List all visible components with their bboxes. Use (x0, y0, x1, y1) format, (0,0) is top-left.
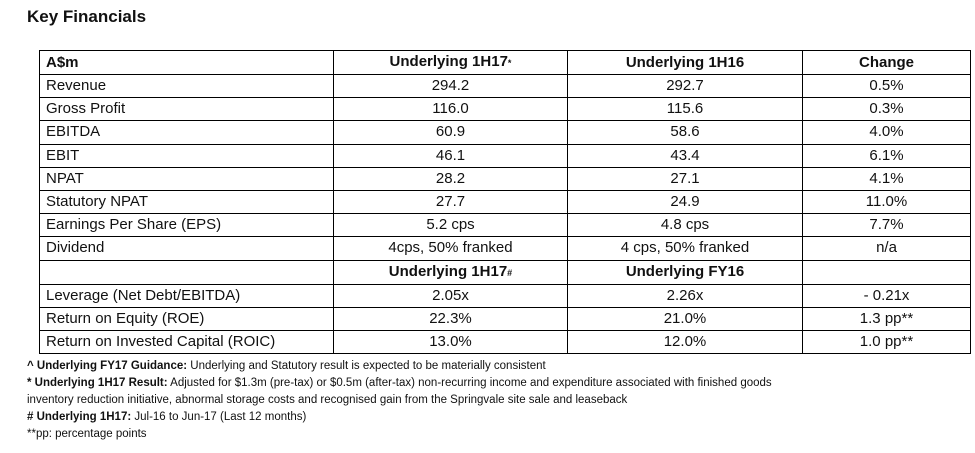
row-change: 6.1% (803, 144, 971, 167)
row-value-2: 21.0% (568, 307, 803, 330)
footnote-text: inventory reduction initiative, abnormal storage costs and recognised gain from the Springvale site sale and leaseback (27, 394, 628, 406)
table-row (40, 284, 971, 307)
footnote-text: Underlying and Statutory result is expected to be materially consistent (187, 360, 546, 372)
row-value-2: 4 cps, 50% franked (568, 237, 803, 260)
key-financials-table (39, 50, 971, 354)
row-label: EBIT (40, 144, 334, 167)
table-subheader-row (40, 260, 971, 284)
table-row (40, 307, 971, 330)
footnote-text: **pp: percentage points (27, 428, 147, 440)
header-col2: Underlying 1H16 (568, 51, 803, 75)
header-col1 (334, 51, 568, 75)
row-change: 1.0 pp** (803, 330, 971, 353)
row-value-1: 5.2 cps (334, 214, 568, 237)
row-value-1: 116.0 (334, 98, 568, 121)
row-label: Gross Profit (40, 98, 334, 121)
row-value-1: 60.9 (334, 121, 568, 144)
footnote (27, 409, 957, 426)
subheader-col3-empty (803, 260, 971, 284)
row-value-1: 13.0% (334, 330, 568, 353)
row-label: Statutory NPAT (40, 190, 334, 213)
row-change: - 0.21x (803, 284, 971, 307)
row-value-2: 27.1 (568, 167, 803, 190)
header-label: A$m (40, 51, 334, 75)
page-title: Key Financials (27, 7, 147, 26)
row-label: Revenue (40, 75, 334, 98)
row-value-1: 27.7 (334, 190, 568, 213)
row-value-1: 22.3% (334, 307, 568, 330)
row-label: Return on Invested Capital (ROIC) (40, 330, 334, 353)
row-label: EBITDA (40, 121, 334, 144)
header-col1-text: Underlying 1H17 (389, 53, 508, 70)
table-row (40, 75, 971, 98)
row-label: Earnings Per Share (EPS) (40, 214, 334, 237)
header-col1-mark: * (507, 58, 512, 68)
footnote (27, 375, 957, 392)
footnote (27, 392, 957, 409)
table-row (40, 214, 971, 237)
row-change: 7.7% (803, 214, 971, 237)
table-header-row (40, 51, 971, 75)
footnote-heading: * Underlying 1H17 Result: (27, 377, 168, 389)
row-change: 1.3 pp** (803, 307, 971, 330)
row-value-2: 292.7 (568, 75, 803, 98)
subheader-col1-mark: # (507, 267, 513, 278)
footnote-heading: # Underlying 1H17: (27, 411, 132, 423)
table-row (40, 167, 971, 190)
footnotes (27, 358, 957, 443)
row-value-1: 28.2 (334, 167, 568, 190)
table-row (40, 190, 971, 213)
row-value-2: 4.8 cps (568, 214, 803, 237)
table-row (40, 237, 971, 260)
row-label: Return on Equity (ROE) (40, 307, 334, 330)
row-change: 0.3% (803, 98, 971, 121)
subheader-label-empty (40, 260, 334, 284)
row-change: 4.1% (803, 167, 971, 190)
table-row (40, 330, 971, 353)
row-change: 11.0% (803, 190, 971, 213)
footnote (27, 358, 957, 375)
row-value-1: 294.2 (334, 75, 568, 98)
row-label: Dividend (40, 237, 334, 260)
row-change: 0.5% (803, 75, 971, 98)
footnote-text: Adjusted for $1.3m (pre-tax) or $0.5m (after-tax) non-recurring income and expenditure associated with finished goods (167, 377, 772, 389)
row-value-1: 46.1 (334, 144, 568, 167)
footnote-text: Jul-16 to Jun-17 (Last 12 months) (131, 411, 307, 423)
row-change: n/a (803, 237, 971, 260)
subheader-col1-text: Underlying 1H17 (388, 262, 508, 280)
subheader-col2: Underlying FY16 (568, 260, 803, 284)
footnote-heading: ^ Underlying FY17 Guidance: (27, 360, 188, 372)
row-value-2: 58.6 (568, 121, 803, 144)
row-value-2: 2.26x (568, 284, 803, 307)
row-value-1: 4cps, 50% franked (334, 237, 568, 260)
row-value-2: 24.9 (568, 190, 803, 213)
footnote (27, 426, 957, 443)
row-label: Leverage (Net Debt/EBITDA) (40, 284, 334, 307)
row-value-2: 115.6 (568, 98, 803, 121)
row-value-2: 12.0% (568, 330, 803, 353)
row-label: NPAT (40, 167, 334, 190)
row-value-1: 2.05x (334, 284, 568, 307)
subheader-col1 (334, 260, 568, 284)
table-row (40, 121, 971, 144)
table-row (40, 98, 971, 121)
table-row (40, 144, 971, 167)
row-value-2: 43.4 (568, 144, 803, 167)
row-change: 4.0% (803, 121, 971, 144)
header-col3: Change (803, 51, 971, 75)
